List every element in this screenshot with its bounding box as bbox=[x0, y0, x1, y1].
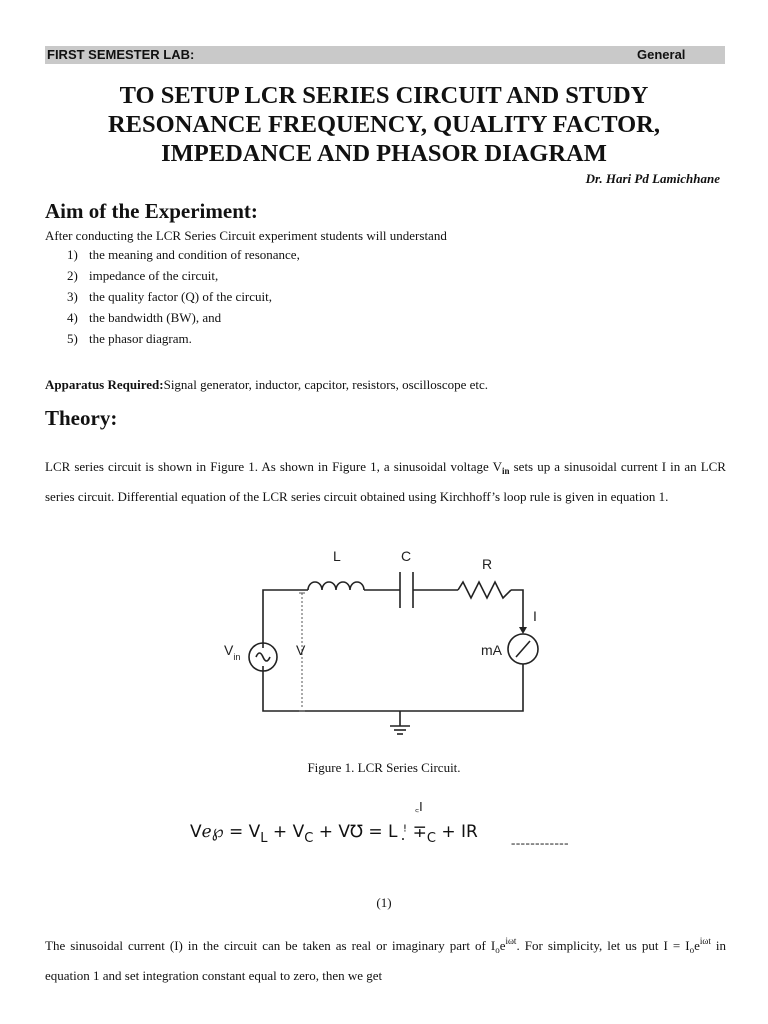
lcr-circuit-diagram bbox=[220, 545, 550, 740]
voltage-label: V bbox=[296, 642, 306, 658]
equation-number: (1) bbox=[376, 895, 392, 910]
aim-item: 4) the bandwidth (BW), and bbox=[67, 310, 222, 325]
apparatus-line bbox=[45, 375, 488, 395]
equation-di-fragment: ꜀I bbox=[415, 800, 423, 814]
equation-dashes: ------------ bbox=[511, 835, 569, 850]
author: Dr. Hari Pd Lamichhane bbox=[585, 171, 720, 186]
title-line-1: TO SETUP LCR SERIES CIRCUIT AND STUDY bbox=[119, 82, 649, 109]
aim-intro: After conducting the LCR Series Circuit experiment students will understand bbox=[45, 228, 447, 243]
capacitor-label: C bbox=[401, 548, 412, 564]
aim-item: 3) the quality factor (Q) of the circuit, bbox=[67, 289, 273, 304]
ammeter-label: mA bbox=[481, 642, 502, 658]
title-line-3: IMPEDANCE AND PHASOR DIAGRAM bbox=[161, 140, 607, 167]
inductor-label: L bbox=[333, 548, 341, 564]
apparatus-label: Apparatus Required: bbox=[45, 377, 164, 392]
theory-paragraph: LCR series circuit is shown in Figure 1. As shown in Figure 1, a sinusoidal voltage $V_{in}$ sets up a sinusoidal current I in an LCR series circuit. Differential equation of the LCR series circuit obtained using Kirchhoff’s loop rule is given in equation 1. bbox=[45, 459, 726, 504]
figure-caption: Figure 1. LCR Series Circuit. bbox=[307, 760, 461, 775]
resistor-label: R bbox=[482, 556, 493, 572]
aim-item: 2) impedance of the circuit, bbox=[67, 268, 219, 283]
equation-1: Vℯ℘ = $V_L + V_C$ + V℧ = L ꜝ̣ $\mp_C$ + IR bbox=[190, 822, 478, 846]
aim-item: 1) the meaning and condition of resonance, bbox=[67, 247, 300, 262]
title-line-2: RESONANCE FREQUENCY, QUALITY FACTOR, bbox=[107, 111, 660, 138]
header-right: General bbox=[637, 47, 686, 62]
aim-heading: Aim of the Experiment: bbox=[45, 199, 258, 223]
wire-bottom bbox=[263, 664, 523, 711]
current-label: I bbox=[533, 608, 537, 624]
sine-icon bbox=[256, 653, 270, 661]
header-left: FIRST SEMESTER LAB: bbox=[47, 47, 195, 62]
current-arrow-head bbox=[519, 627, 527, 634]
apparatus-text: Signal generator, inductor, capcitor, resistors, oscilloscope etc. bbox=[163, 377, 489, 392]
resistor-symbol bbox=[458, 582, 511, 598]
aim-item: 5) the phasor diagram. bbox=[67, 331, 192, 346]
closing-paragraph: The sinusoidal current (I) in the circuit can be taken as real or imaginary part of $I_oe^{i\omega t}$. For simplicity, let us put $I = I_oe^{i\omega t}$ in equation 1 and set integration constant equal to zero, then we get bbox=[45, 936, 726, 983]
source-label: $V_{in}$ bbox=[224, 642, 241, 662]
wire-r-down bbox=[511, 590, 523, 615]
document-title bbox=[60, 81, 708, 168]
ammeter-needle bbox=[516, 641, 530, 657]
wire-top-left bbox=[263, 590, 308, 648]
inductor-symbol bbox=[308, 582, 364, 590]
theory-heading: Theory: bbox=[45, 406, 118, 430]
